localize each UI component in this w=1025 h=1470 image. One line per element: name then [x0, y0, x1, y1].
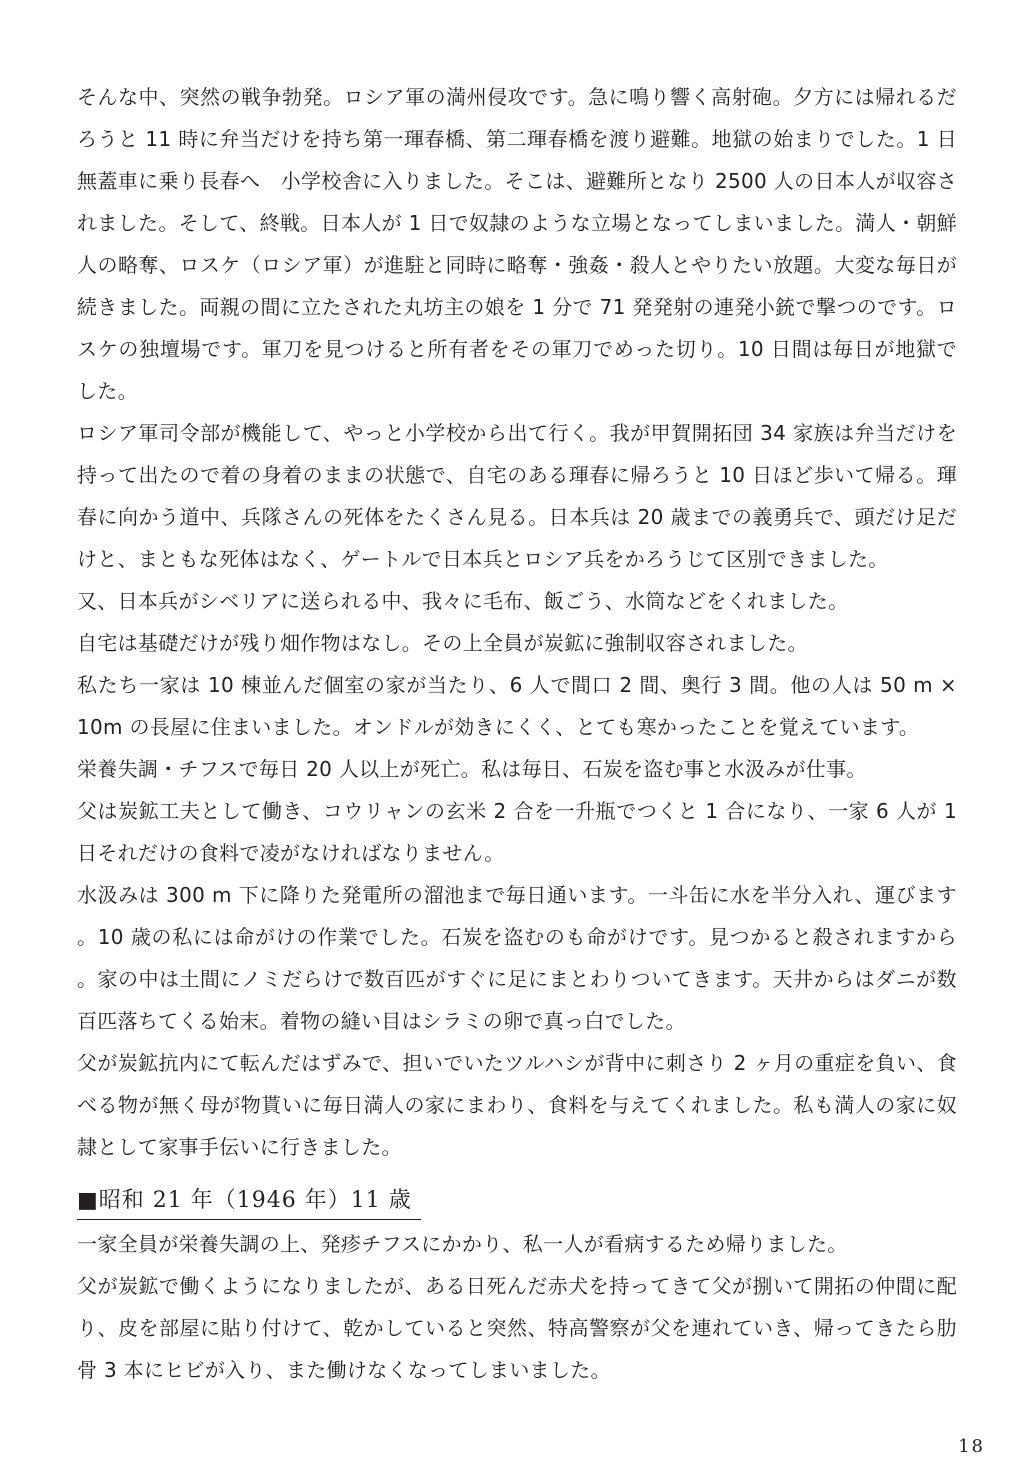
- paragraph-water-carrying: 水汲みは 300 m 下に降りた発電所の溜池まで毎日通います。一斗缶に水を半分入れ、運びます。10 歳の私には命がけの作業でした。石炭を盗むのも命がけです。見つかると殺されますから。家の中は土間にノミだらけで数百匹がすぐに足にまとわりついてきます。天井からはダニが数百匹落ちてくる始末。着物の縫い目はシラミの卵で真っ白でした。: [77, 883, 957, 1033]
- section-heading: ■昭和 21 年（1946 年）11 歳: [77, 1188, 412, 1213]
- main-text-block: [77, 76, 957, 1168]
- paragraph-red-dog: 父が炭鉱で働くようになりましたが、ある日死んだ赤犬を持ってきて父が捌いて開拓の仲間に配り、皮を部屋に貼り付けて、乾かしていると突然、特高警察が父を連れていき、帰ってきたら肋骨 3 本にヒビが入り、また働けなくなってしまいました。: [77, 1274, 957, 1382]
- paragraph-coal-mine: 自宅は基礎だけが残り畑作物はなし。その上全員が炭鉱に強制収容されました。: [77, 631, 808, 655]
- paragraph-typhus: 一家全員が栄養失調の上、発疹チフスにかかり、私一人が看病するため帰りました。: [77, 1232, 848, 1256]
- paragraph-japanese-soldiers: 又、日本兵がシベリアに送られる中、我々に毛布、飯ごう、水筒などをくれました。: [77, 589, 849, 613]
- paragraph-malnutrition: 栄養失調・チフスで毎日 20 人以上が死亡。私は毎日、石炭を盗む事と水汲みが仕事。: [77, 757, 867, 781]
- section-heading-underline: [77, 1186, 421, 1220]
- paragraph-return-home: ロシア軍司令部が機能して、やっと小学校から出て行く。我が甲賀開拓団 34 家族は弁当だけを持って出たので着の身着のままの状態で、自宅のある琿春に帰ろうと 10 日ほど歩いて帰る。琿春に向かう道中、兵隊さんの死体をたくさん見る。日本兵は 20 歳までの義勇兵で、頭だけ足だけと、まともな死体はなく、ゲートルで日本兵とロシア兵をかろうじて区別できました。: [77, 421, 957, 571]
- paragraph-housing: 私たち一家は 10 棟並んだ個室の家が当たり、6 人で間口 2 間、奥行 3 間。他の人は 50 m × 10m の長屋に住まいました。オンドルが効きにくく、とても寒かったことを覚えています。: [77, 673, 957, 739]
- section-text-block: [77, 1223, 957, 1391]
- paragraph-invasion: そんな中、突然の戦争勃発。ロシア軍の満州侵攻です。急に鳴り響く高射砲。夕方には帰れるだろうと 11 時に弁当だけを持ち第一琿春橋、第二琿春橋を渡り避難。地獄の始まりでした。1 日無蓋車に乗り長春へ 小学校舎に入りました。そこは、避難所となり 2500 人の日本人が収容されました。そして、終戦。日本人が 1 日で奴隷のような立場となってしまいました。満人・朝鮮人の略奪、ロスケ（ロシア軍）が進駐と同時に略奪・強姦・殺人とやりたい放題。大変な毎日が続きました。両親の間に立たされた丸坊主の娘を 1 分で 71 発発射の連発小銃で撃つのです。ロスケの独壇場です。軍刀を見つけると所有者をその軍刀でめった切り。10 日間は毎日が地獄でした。: [77, 85, 957, 403]
- paragraph-father-injury: 父が炭鉱抗内にて転んだはずみで、担いでいたツルハシが背中に刺さり 2 ヶ月の重症を負い、食べる物が無く母が物貰いに毎日満人の家にまわり、食料を与えてくれました。私も満人の家に奴隷として家事手伝いに行きました。: [77, 1051, 957, 1159]
- paragraph-father-work: 父は炭鉱工夫として働き、コウリャンの玄米 2 合を一升瓶でつくと 1 合になり、一家 6 人が 1 日それだけの食料で凌がなければなりません。: [77, 799, 957, 865]
- page-number: 18: [958, 1436, 985, 1457]
